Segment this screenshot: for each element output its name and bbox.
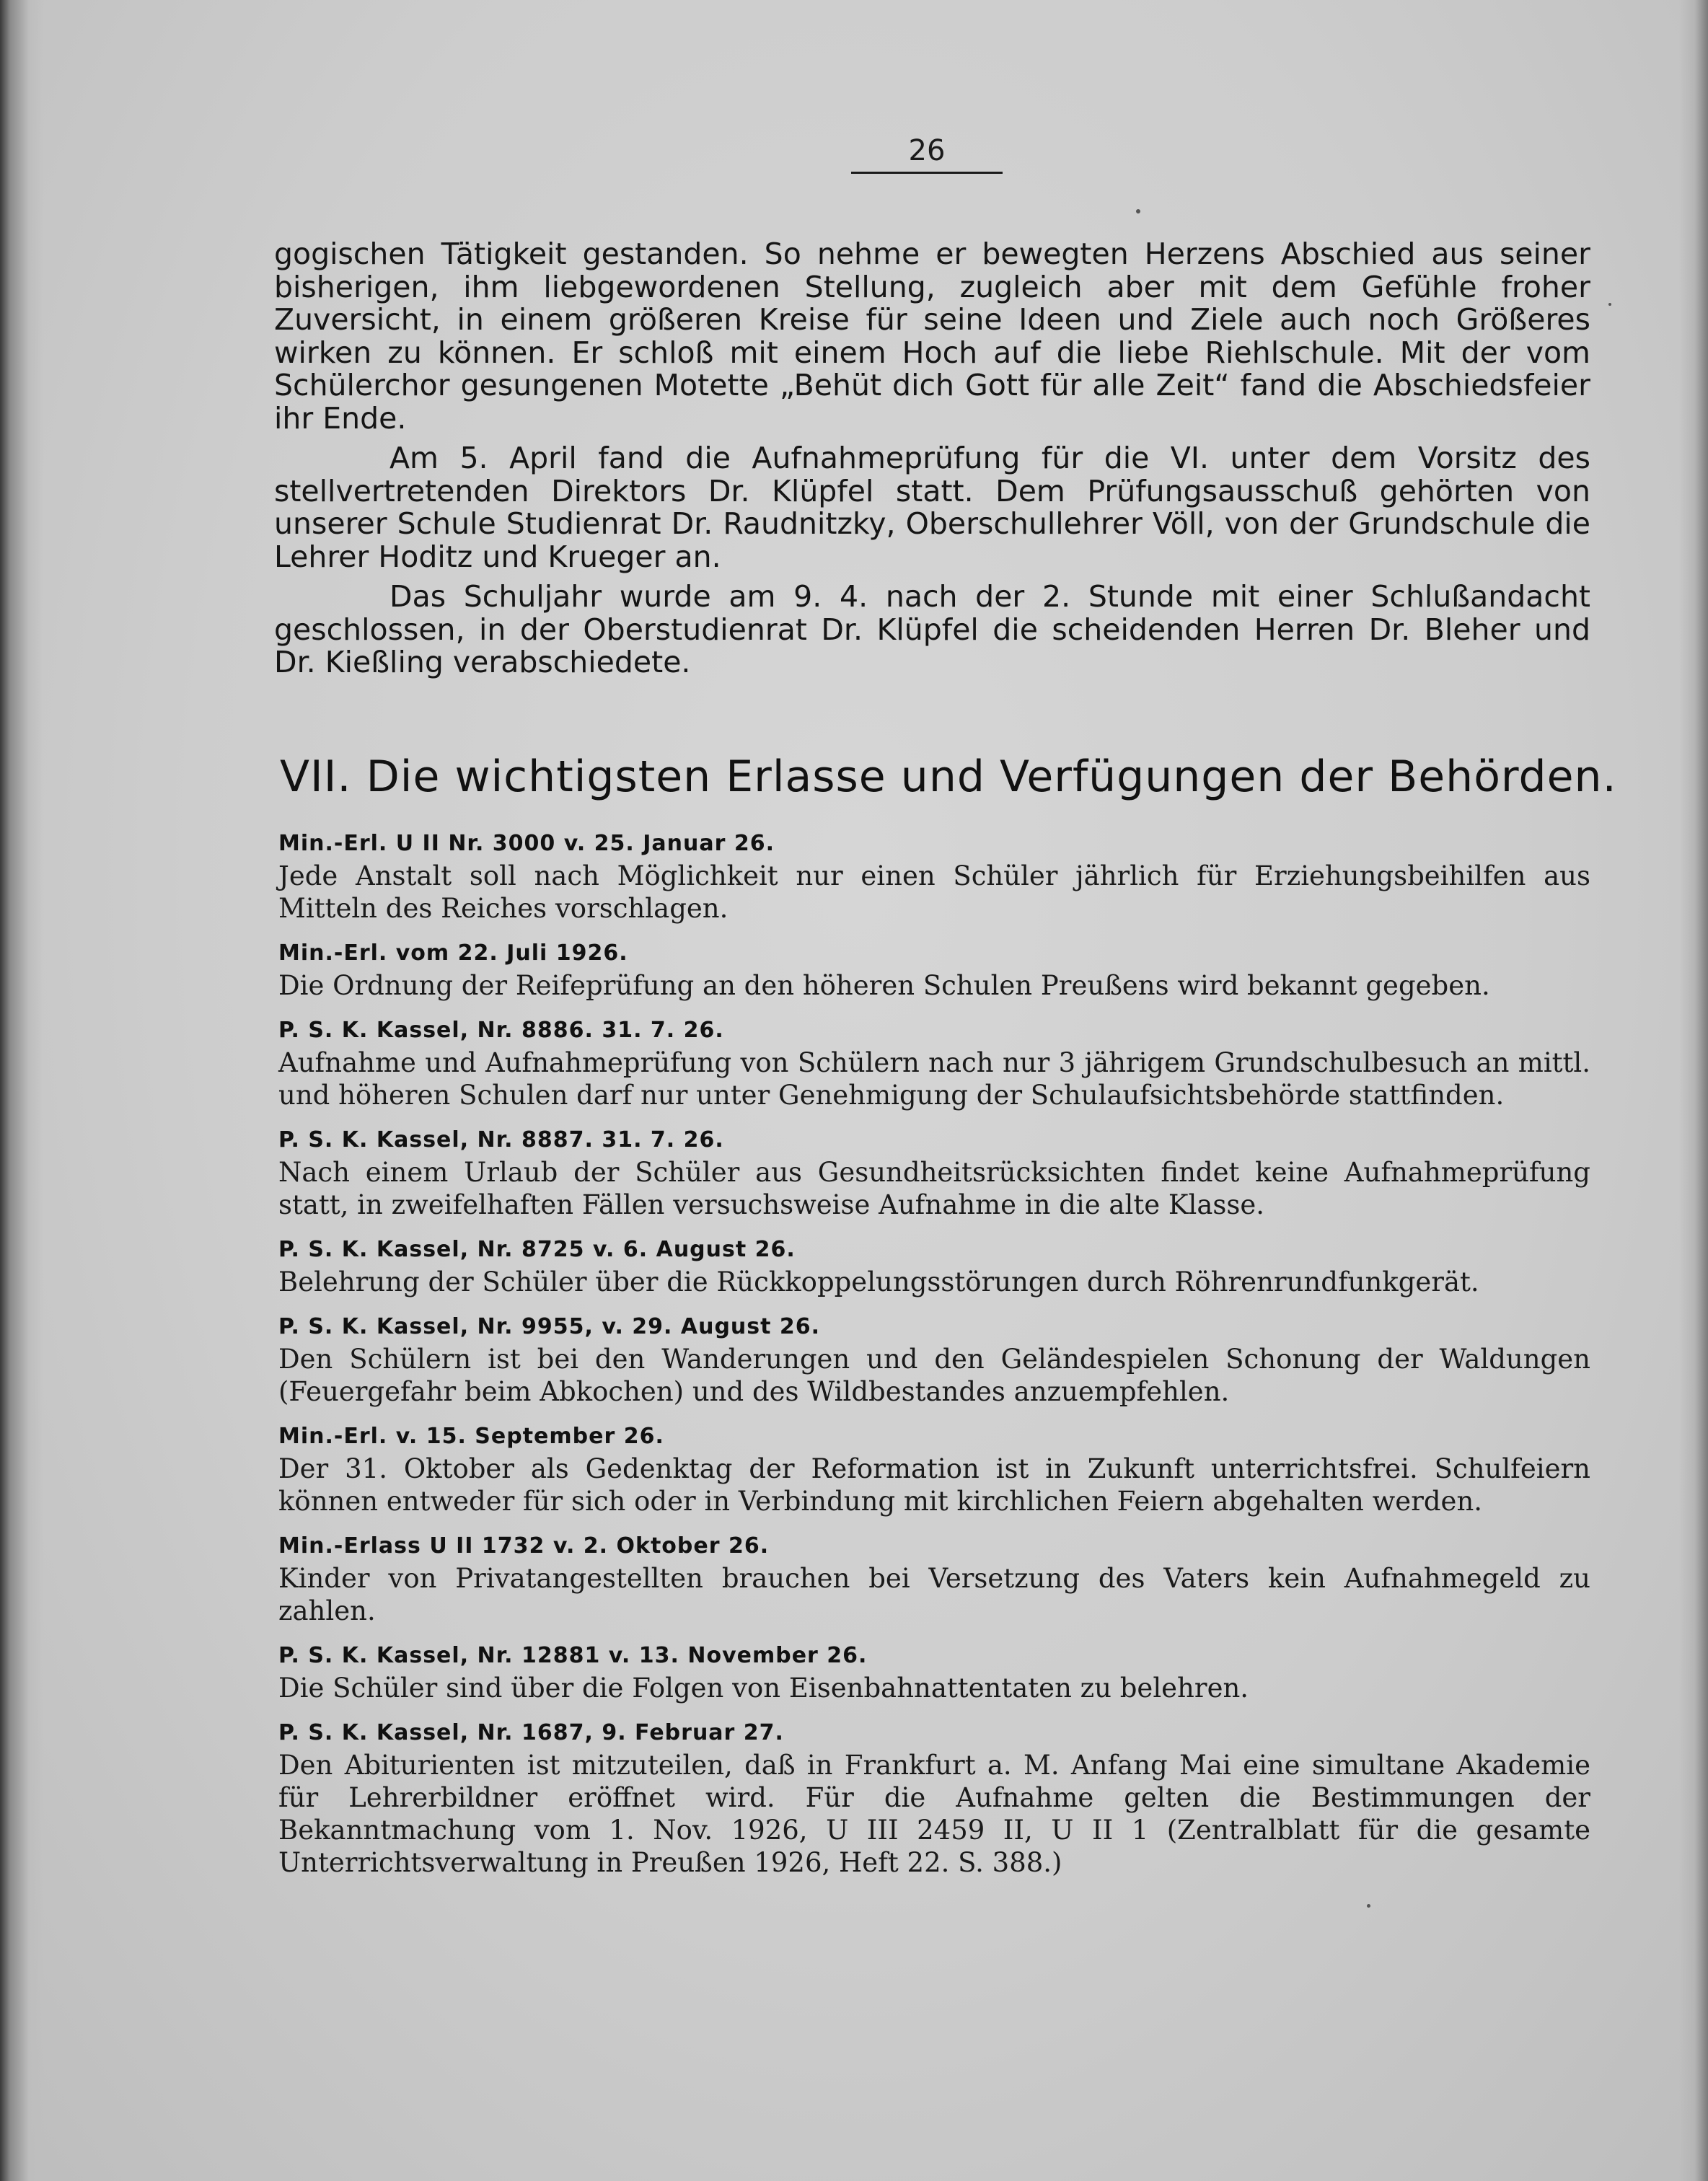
decree-entry [274, 1016, 1590, 1111]
intro-paragraph-3: Das Schuljahr wurde am 9. 4. nach der 2. Stunde mit einer Schlußandacht geschlossen, in der Oberstudienrat Dr. Klüpfel die scheidenden Herren Dr. Bleher und Dr. Kießling verabschiedete. [274, 579, 1590, 679]
decree-entry [274, 1719, 1590, 1879]
decree-reference: Min.-Erl. v. 15. September 26. [278, 1423, 664, 1449]
decree-text: Nach einem Urlaub der Schüler aus Gesundheitsrücksichten findet keine Aufnahmeprüfung statt, in zweifelhaften Fällen versuchsweise Aufnahme in die alte Klasse. [278, 1156, 1590, 1220]
intro-paragraph-1: gogischen Tätigkeit gestanden. So nehme er bewegten Herzens Abschied aus seiner bisherigen, ihm liebgewordenen Stellung, zugleich aber mit dem Gefühle froher Zuversicht, in einem größeren Kreise für seine Ideen und Ziele auch noch Größeres wirken zu können. Er schloß mit einem Hoch auf die liebe Riehlschule. Mit der vom Schülerchor gesungenen Motette „Behüt dich Gott für alle Zeit“ fand die Abschiedsfeier ihr Ende. [274, 237, 1590, 436]
decree-reference: P. S. K. Kassel, Nr. 8725 v. 6. August 26. [278, 1236, 796, 1262]
decree-text: Aufnahme und Aufnahmeprüfung von Schülern nach nur 3 jährigem Grundschulbesuch an mittl. und höheren Schulen darf nur unter Genehmigung der Schulaufsichtsbehörde stattfinden. [278, 1047, 1590, 1111]
decree-entry [274, 1532, 1590, 1627]
intro-paragraph-2: Am 5. April fand die Aufnahmeprüfung für die VI. unter dem Vorsitz des stellvertretenden Direktors Dr. Klüpfel statt. Dem Prüfungsausschuß gehörten von unserer Schule Studienrat Dr. Raudnitzky, Oberschullehrer Völl, von der Grundschule die Lehrer Hoditz und Krueger an. [274, 441, 1590, 574]
decree-reference: P. S. K. Kassel, Nr. 8887. 31. 7. 26. [278, 1127, 724, 1153]
scan-shadow-right [1679, 0, 1708, 2181]
decree-entry [274, 1313, 1590, 1408]
section-heading: VII. Die wichtigsten Erlasse und Verfügungen der Behörden. [280, 751, 1617, 802]
page-number: 26 [851, 134, 1003, 174]
decree-reference: P. S. K. Kassel, Nr. 12881 v. 13. November 26. [278, 1642, 868, 1668]
decree-text: Kinder von Privatangestellten brauchen bei Versetzung des Vaters kein Aufnahmegeld zu zahlen. [278, 1562, 1590, 1626]
decree-text: Den Schülern ist bei den Wanderungen und den Geländespielen Schonung der Waldungen (Feuergefahr beim Abkochen) und des Wildbestandes anzuempfehlen. [278, 1343, 1590, 1407]
decree-reference: Min.-Erlass U II 1732 v. 2. Oktober 26. [278, 1533, 770, 1559]
decree-reference: P. S. K. Kassel, Nr. 8886. 31. 7. 26. [278, 1017, 724, 1043]
paper-speck [1608, 303, 1611, 306]
decree-reference: Min.-Erl. U II Nr. 3000 v. 25. Januar 26. [278, 830, 775, 856]
decree-entry [274, 1642, 1590, 1704]
decree-text: Jede Anstalt soll nach Möglichkeit nur einen Schüler jährlich für Erziehungsbeihilfen aus Mitteln des Reiches vorschlagen. [278, 860, 1590, 924]
decree-entry [274, 829, 1590, 925]
decree-entry [274, 939, 1590, 1002]
paper-speck [1136, 209, 1140, 213]
decree-text: Den Abiturienten ist mitzuteilen, daß in Frankfurt a. M. Anfang Mai eine simultane Akademie für Lehrerbildner eröffnet wird. Für die Aufnahme gelten die Bestimmungen der Bekanntmachung vom 1. Nov. 1926, U III 2459 II, U II 1 (Zentralblatt für die gesamte Unterrichtsverwaltung in Preußen 1926, Heft 22. S. 388.) [278, 1749, 1590, 1878]
decree-entry [274, 1422, 1590, 1517]
scan-shadow-left [0, 0, 43, 2181]
decree-text: Die Ordnung der Reifeprüfung an den höheren Schulen Preußens wird bekannt gegeben. [278, 969, 1490, 1001]
decree-reference: Min.-Erl. vom 22. Juli 1926. [278, 940, 628, 966]
page-body [274, 237, 1617, 1893]
decree-text: Der 31. Oktober als Gedenktag der Reformation ist in Zukunft unterrichtsfrei. Schulfeiern können entweder für sich oder in Verbindung mit kirchlichen Feiern abgehalten werden. [278, 1453, 1590, 1517]
paper-speck [1367, 1904, 1370, 1908]
decree-entry [274, 1126, 1590, 1221]
decree-reference: P. S. K. Kassel, Nr. 1687, 9. Februar 27. [278, 1719, 784, 1745]
decree-entry [274, 1235, 1590, 1298]
decree-text: Belehrung der Schüler über die Rückkoppelungsstörungen durch Röhrenrundfunkgerät. [278, 1266, 1479, 1297]
decree-reference: P. S. K. Kassel, Nr. 9955, v. 29. August 26. [278, 1313, 821, 1339]
decree-text: Die Schüler sind über die Folgen von Eisenbahnattentaten zu belehren. [278, 1672, 1249, 1704]
